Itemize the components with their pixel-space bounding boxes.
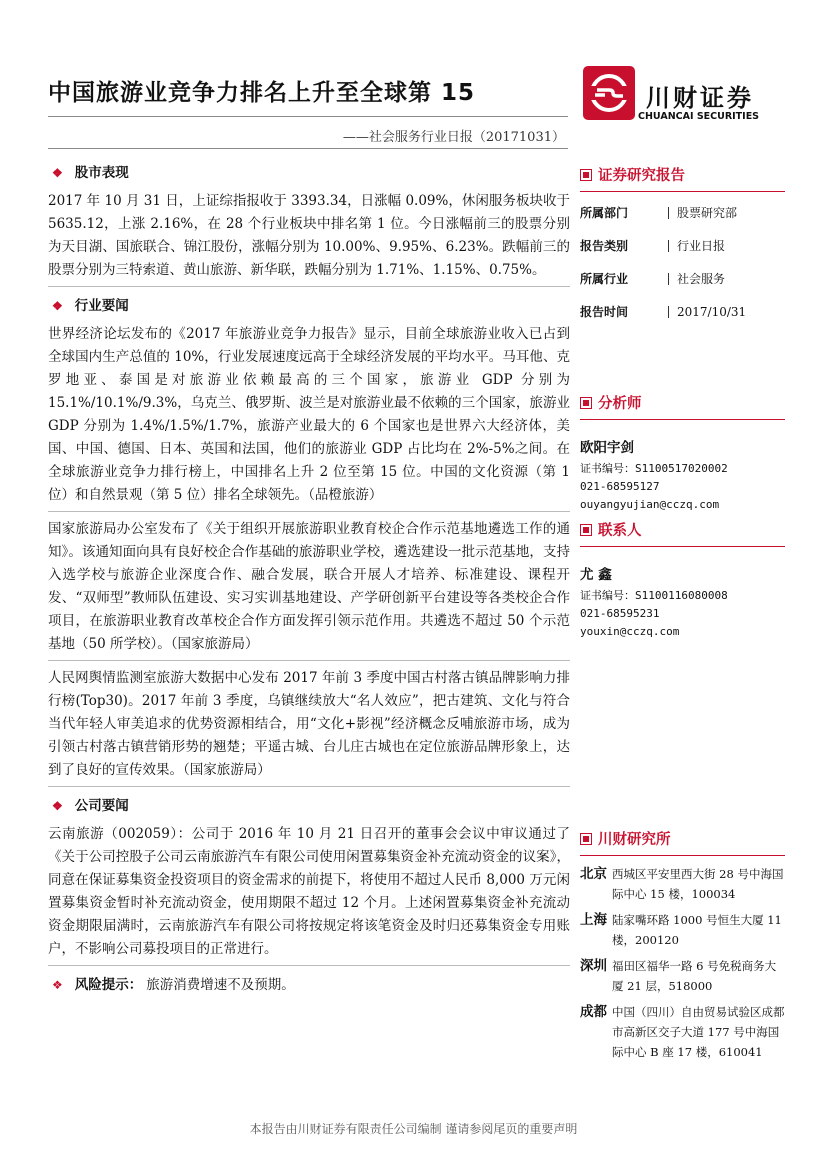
red-rule xyxy=(580,546,785,547)
info-key: 报告类别 xyxy=(580,239,629,253)
logo-chinese-name: 川财证券 xyxy=(646,84,754,112)
analyst-email[interactable]: ouyangyujian@cczq.com xyxy=(580,498,720,511)
red-rule xyxy=(580,419,785,420)
title-rule xyxy=(48,116,568,117)
divider xyxy=(48,660,570,661)
divider xyxy=(48,286,570,287)
office-shenzhen xyxy=(580,956,785,996)
subtitle-rule xyxy=(48,148,568,149)
market-heading xyxy=(48,160,570,186)
divider xyxy=(48,965,570,966)
office-city: 上海 xyxy=(580,912,607,928)
market-heading-text: 股市表现 xyxy=(74,164,129,181)
contact-name: 尤 鑫 xyxy=(580,567,612,583)
industry-paragraph-3: 人民网舆情监测室旅游大数据中心发布 2017 年前 3 季度中国古村落古镇品牌影响力排行榜(Top30)。2017 年前 3 季度，乌镇继续放大“名人效应”，把古建筑、文化与符合当代年轻人审美追求的优势资源相结合，用“文化+影视”经济概念反哺旅游市场，成为引领古村落古镇营销形势的翘楚；平遥古城、台儿庄古城也在定位旅游品牌形象上，达到了良好的宣传效果。（国家旅游局） xyxy=(48,670,570,778)
diamond-bullet-icon: ❖ xyxy=(52,798,63,813)
logo-english-name: CHUANCAI SECURITIES xyxy=(638,111,760,122)
office-city: 成都 xyxy=(580,1004,607,1020)
diamond-bullet-icon: ❖ xyxy=(52,978,63,992)
info-row-category xyxy=(580,229,785,262)
risk-warning xyxy=(48,974,570,997)
info-row-industry xyxy=(580,262,785,295)
market-paragraph: 2017 年 10 月 31 日，上证综指报收于 3393.34，日涨幅 0.09%，休闲服务板块收于 5635.12，上涨 2.16%，在 28 个行业板块中排名第 1 位。今日涨幅前三的股票分别为天目湖、国旅联合、锦江股份，涨幅分别为 10.00%、9.95%、6.23%。跌幅前三的股票分别为三特索道、黄山旅游、新华联，跌幅分别为 1.71%、1.15%、0.75%。 xyxy=(48,193,570,278)
contact-heading xyxy=(580,519,785,540)
analyst-heading xyxy=(580,392,785,413)
info-value: 社会服务 xyxy=(677,272,726,286)
analyst-heading-text: 分析师 xyxy=(598,396,642,412)
info-value: 股票研究部 xyxy=(677,206,738,220)
contact-phone: 021-68595231 xyxy=(580,607,660,620)
info-key: 所属行业 xyxy=(580,272,629,286)
report-subtitle: ——社会服务行业日报（20171031） xyxy=(342,130,565,145)
red-rule xyxy=(580,191,785,192)
office-beijing xyxy=(580,864,785,904)
office-address: 中国（四川）自由贸易试验区成都市高新区交子大道 177 号中海国际中心 B 座 17 楼，610041 xyxy=(612,1005,785,1059)
company-heading-text: 公司要闻 xyxy=(74,797,129,814)
main-content xyxy=(48,160,570,997)
diamond-bullet-icon: ❖ xyxy=(52,165,63,180)
company-paragraph: 云南旅游（002059）：公司于 2016 年 10 月 21 日召开的董事会会议中审议通过了《关于公司控股子公司云南旅游汽车有限公司使用闲置募集资金补充流动资金的议案》，同意在保证募集资金投资项目的资金需求的前提下，将使用不超过人民币 8,000 万元闲置募集资金暂时补充流动资金，使用期限不超过 12 个月。上述闲置募集资金补充流动资金期限届满时，云南旅游汽车有限公司将按规定将该笔资金及时归还募集资金专用账户，不影响公司募投项目的正常进行。 xyxy=(48,826,570,957)
institute-panel xyxy=(580,828,785,1068)
office-shanghai xyxy=(580,910,785,950)
risk-label: 风险提示： xyxy=(74,977,143,993)
analyst-panel xyxy=(580,392,785,514)
divider xyxy=(48,786,570,787)
square-bullet-icon xyxy=(580,397,592,409)
institute-heading xyxy=(580,828,785,849)
report-title: 中国旅游业竞争力排名上升至全球第 15 xyxy=(48,80,476,106)
report-info-heading xyxy=(580,164,785,185)
industry-heading-text: 行业要闻 xyxy=(74,297,129,314)
risk-text: 旅游消费增速不及预期。 xyxy=(146,977,295,993)
company-heading xyxy=(48,793,570,819)
info-key: 所属部门 xyxy=(580,206,629,220)
institute-heading-text: 川财研究所 xyxy=(598,832,671,848)
office-chengdu xyxy=(580,1002,785,1062)
analyst-phone: 021-68595127 xyxy=(580,480,660,493)
office-city: 深圳 xyxy=(580,958,607,974)
contact-email[interactable]: youxin@cczq.com xyxy=(580,625,680,638)
office-address: 福田区福华一路 6 号免税商务大厦 21 层，518000 xyxy=(612,959,777,993)
report-info-heading-text: 证券研究报告 xyxy=(598,168,685,184)
square-bullet-icon xyxy=(580,169,592,181)
red-rule xyxy=(580,855,785,856)
analyst-name: 欧阳宇剑 xyxy=(580,440,634,456)
info-row-date xyxy=(580,295,785,328)
divider xyxy=(48,511,570,512)
square-bullet-icon xyxy=(580,524,592,536)
office-city: 北京 xyxy=(580,866,607,882)
company-logo-icon xyxy=(583,66,635,120)
diamond-bullet-icon: ❖ xyxy=(52,298,63,313)
contact-panel xyxy=(580,519,785,641)
info-row-department xyxy=(580,196,785,229)
industry-heading xyxy=(48,293,570,319)
info-value: 2017/10/31 xyxy=(677,304,747,319)
square-bullet-icon xyxy=(580,833,592,845)
contact-heading-text: 联系人 xyxy=(598,523,642,539)
office-address: 陆家嘴环路 1000 号恒生大厦 11 楼，200120 xyxy=(612,913,782,947)
analyst-cert: 证书编号：S1100517020002 xyxy=(580,462,728,475)
info-value: 行业日报 xyxy=(677,239,726,253)
office-address: 西城区平安里西大街 28 号中海国际中心 15 楼，100034 xyxy=(612,867,784,901)
contact-cert: 证书编号：S1100116080008 xyxy=(580,589,728,602)
report-info-panel xyxy=(580,164,785,328)
footer-disclaimer: 本报告由川财证券有限责任公司编制 谨请参阅尾页的重要声明 xyxy=(249,1122,578,1136)
info-key: 报告时间 xyxy=(580,305,629,319)
industry-paragraph-1: 世界经济论坛发布的《2017 年旅游业竞争力报告》显示，目前全球旅游业收入已占到全球国内生产总值的 10%，行业发展速度远高于全球经济发展的平均水平。马耳他、克罗地亚、泰国是对旅游业依赖最高的三个国家，旅游业 GDP 分别为 15.1%/10.1%/9.3%，乌克兰、俄罗斯、波兰是对旅游业最不依赖的三个国家，旅游业 GDP 分别为 1.4%/1.5%/1.7%，旅游产业最大的 6 个国家也是世界六大经济体，美国、中国、德国、日本、英国和法国，他们的旅游业 GDP 占比均在 2%-5%之间。在全球旅游业竞争力排行榜上，中国排名上升 2 位至第 15 位。中国的文化资源（第 1 位）和自然景观（第 5 位）排名全球领先。（品橙旅游） xyxy=(48,326,570,503)
industry-paragraph-2: 国家旅游局办公室发布了《关于组织开展旅游职业教育校企合作示范基地遴选工作的通知》。该通知面向具有良好校企合作基础的旅游职业学校，遴选建设一批示范基地，支持入选学校与旅游企业深度合作、融合发展，联合开展人才培养、标准建设、课程开发、“双师型”教师队伍建设、实习实训基地建设、产学研创新平台建设等各类校企合作项目，在旅游职业教育改革校企合作方面发挥引领示范作用。共遴选不超过 50 个示范基地（50 所学校）。（国家旅游局） xyxy=(48,521,570,652)
